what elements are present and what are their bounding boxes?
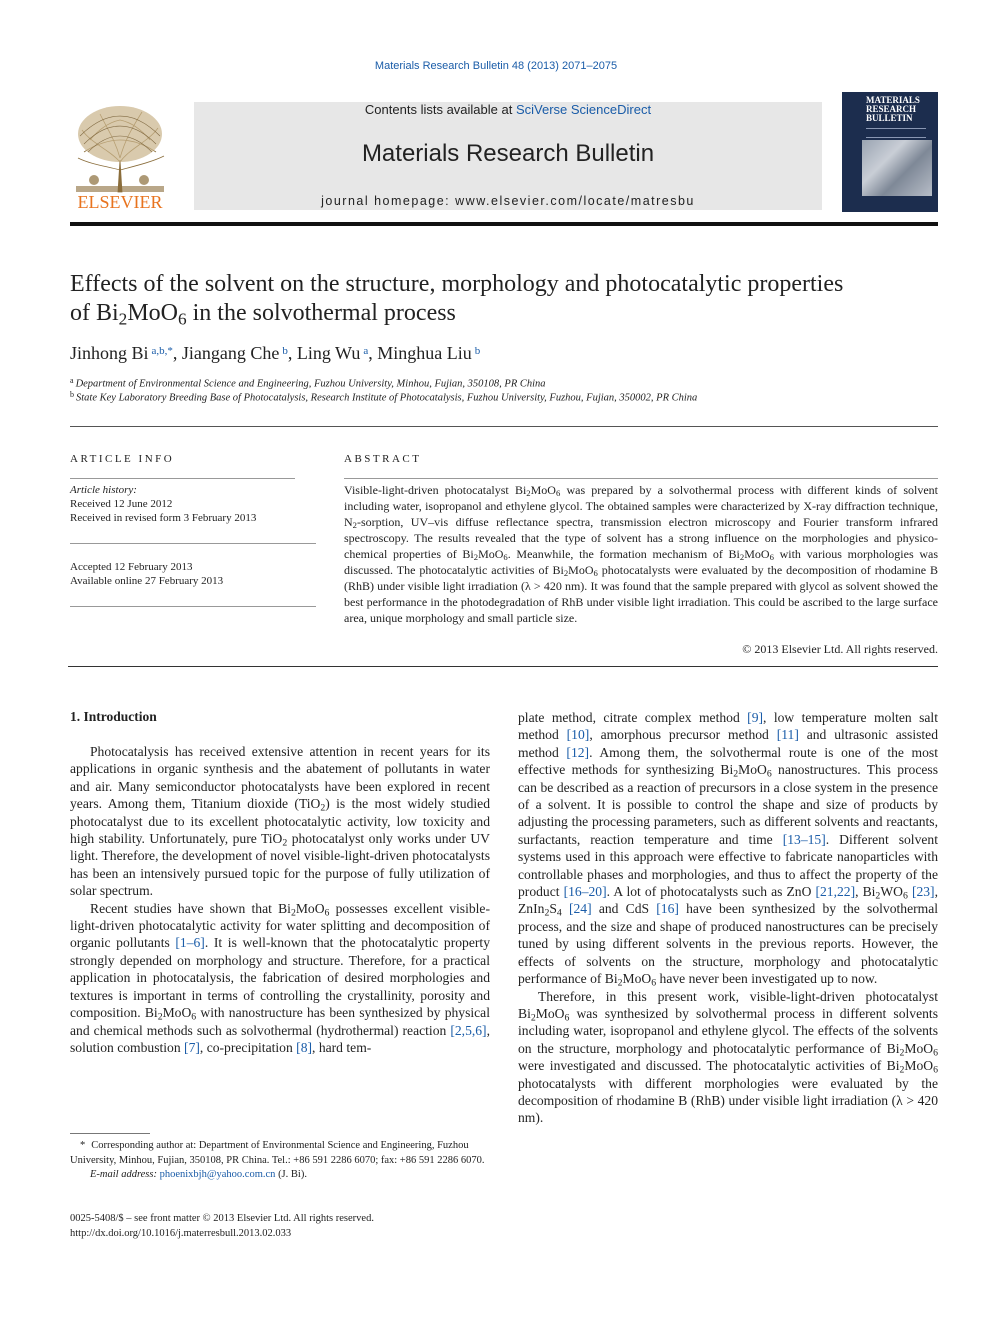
footnote: [70, 1139, 490, 1183]
author-mark[interactable]: b: [282, 345, 288, 358]
affiliation-a: $^a$ Department of Environmental Science and Engineering, Fuzhou University, Minhou, Fujian, 350108, PR China: [70, 376, 546, 390]
accepted-date: Accepted 12 February 2013: [70, 561, 193, 573]
author-mark[interactable]: a: [363, 345, 369, 358]
citation-link[interactable]: [24]: [568, 901, 592, 917]
journal-homepage: [194, 194, 822, 208]
citation-link[interactable]: [12]: [566, 744, 590, 760]
sciencedirect-link[interactable]: SciVerse ScienceDirect: [515, 102, 652, 117]
paragraph: Therefore, in this present work, visible-light-driven photocatalyst $Bi_2MoO_6$ was synthesized by solvothermal process in different solvents including water, isopropanol and ethylene glycol. The effects of the solvents on the structure, morphology and photocatalytic performance of $Bi_2MoO_6$ were investigated and discussed. The photocatalytic activities of $Bi_2MoO_6$ photocatalysts with different morphologies were evaluated by the decomposition of rhodamine B (RhB) under visible light irradiation (λ > 420 nm).: [518, 988, 938, 1126]
email-note: E-mail address: phoenixbjh@yahoo.com.cn (J. Bi).: [90, 1169, 307, 1180]
cover-title: [866, 96, 920, 123]
citation-link[interactable]: [9]: [747, 710, 764, 725]
elsevier-wordmark: ELSEVIER: [77, 192, 163, 212]
revised-date: Received in revised form 3 February 2013: [70, 512, 257, 524]
info-rule: [70, 606, 316, 607]
author-name[interactable]: Minghua Liu: [377, 343, 472, 363]
history-label: Article history:: [70, 484, 137, 496]
article-title: [70, 270, 940, 328]
contents-line: [194, 102, 822, 117]
citation-link[interactable]: [21,22]: [815, 884, 856, 900]
cover-image: [862, 140, 932, 196]
author-name[interactable]: Ling Wu: [296, 343, 361, 363]
section-heading: 1. Introduction: [70, 709, 157, 724]
citation-link[interactable]: [23]: [911, 884, 935, 900]
homepage-url[interactable]: www.elsevier.com/locate/matresbu: [455, 194, 695, 208]
corresponding-note: * Corresponding author at: Department of Environmental Science and Engineering, Fuzhou University, Minhou, Fujian, 350108, PR China. Tel.: +86 591 2286 6070; fax: +86 591 2286 6070.: [70, 1140, 485, 1166]
abstract-copyright: © 2013 Elsevier Ltd. All rights reserved.: [742, 642, 938, 656]
cover-title-line: RESEARCH: [866, 104, 917, 114]
journal-citation[interactable]: Materials Research Bulletin 48 (2013) 2071–2075: [374, 60, 618, 72]
citation-link[interactable]: [10]: [566, 727, 590, 743]
citation-link[interactable]: [11]: [776, 727, 799, 743]
info-rule: [70, 543, 316, 544]
citation-link[interactable]: [2,5,6]: [450, 1022, 487, 1038]
footnote-rule: [70, 1133, 150, 1134]
received-date: Received 12 June 2012: [70, 498, 173, 510]
title-line-2: of $Bi_2MoO_6$ in the solvothermal process: [70, 300, 456, 329]
cover-title-line: MATERIALS: [866, 95, 920, 105]
body-column-left: [70, 743, 490, 1056]
article-info-heading: ARTICLE INFO: [70, 453, 175, 465]
contents-prefix: Contents lists available at: [364, 102, 516, 117]
paragraph: plate method, citrate complex method [9], low temperature molten salt method [10], amorphous precursor method [11] and ultrasonic assisted method [12]. Among them, the solvothermal route is one of the most effective methods for synthesizing $Bi_2MoO_6$ nanostructures. This process can be described as a reaction of precursors in a close system in the presence of a solvent. It is possible to control the shape and size of products by adjusting the processing parameters, such as different solvents and reactants, surfactants, reaction temperature and time [13–15]. Different solvent systems used in this approach were effective to fabricate nanoparticles with controllable phases and morphologies, and thus to affect the property of the product [16–20]. A lot of photocatalysts such as ZnO [21,22], $Bi_2WO_6$ [23], $ZnIn_2S_4$ [24] and CdS [16] have been synthesized by the solvothermal process, and the size and shape of produced nanostructures can be precisely tuned by using different solvents in the previous reports. However, the effects of solvents on the structure, morphology and photocatalytic performance of $Bi_2MoO_6$ have never been investigated up to now.: [518, 710, 939, 989]
header-rule: [70, 222, 938, 226]
journal-title[interactable]: Materials Research Bulletin: [361, 140, 655, 167]
abstract-text: Visible-light-driven photocatalyst $Bi_2MoO_6$ was prepared by a solvothermal process with different kinds of solvent including water, isopropanol and ethylene glycol. The obtained samples were characterized by X-ray diffraction technique, $N_2$-sorption, UV–vis diffuse reflectance spectra, transmission electron microscopy and Fourier transform infrared spectroscopy. The results revealed that the type of solvent has a strong influence on the morphologies and physico-chemical properties of $Bi_2MoO_6$. Meanwhile, the formation mechanism of $Bi_2MoO_6$ with various morphologies was discussed. The photocatalytic activities of $Bi_2MoO_6$ photocatalysts were evaluated by the decomposition of rhodamine B (RhB) under visible light irradiation (λ > 420 nm). It was found that the sample prepared with glycol as solvent showed the best performance in the photodegradation of RhB under visible light irradiation. This could be ascribed to the large surface area, unique morphology and small particle size.: [344, 483, 939, 625]
affiliation-b: $^b$ State Key Laboratory Breeding Base of Photocatalysis, Research Institute of Photocatalysis, Fuzhou University, Fuzhou, Fujian, 350002, PR China: [70, 390, 698, 404]
abstract-heading: ABSTRACT: [344, 453, 422, 465]
author-list: Jinhong Bi $^{a,b,*}$, Jiangang Che $^b$, Ling Wu $^a$, Minghua Liu $^b$: [70, 343, 481, 363]
citation-link[interactable]: [16–20]: [563, 884, 607, 900]
journal-banner: [194, 102, 822, 210]
doi-link[interactable]: http://dx.doi.org/10.1016/j.materresbull.2013.02.033: [70, 1228, 292, 1239]
cover-title-line: BULLETIN: [866, 113, 913, 123]
citation-link[interactable]: [8]: [296, 1039, 313, 1055]
elsevier-logo: [70, 100, 170, 212]
citation-link[interactable]: [13–15]: [782, 831, 826, 847]
author-name[interactable]: Jinhong Bi: [70, 343, 149, 363]
abstract-rule: [344, 478, 938, 479]
paragraph: Recent studies have shown that $Bi_2MoO_6$ possesses excellent visible-light-driven photocatalytic activity for water splitting and decomposition of organic pollutants [1–6]. It is well-known that the photocatalytic property strongly depended on morphology and structure. Therefore, for a practical application in photocatalysis, the fabrication of desired morphologies and textures is important in terms of controlling the crystallinity, porosity and composition. $Bi_2MoO_6$ with nanostructure has been synthesized by physical and chemical methods such as solvothermal (hydrothermal) reaction [2,5,6], solution combustion [7], co-precipitation [8], hard tem-: [70, 900, 490, 1055]
journal-cover[interactable]: [842, 92, 938, 212]
email-link[interactable]: phoenixbjh@yahoo.com.cn: [159, 1169, 276, 1180]
citation-link[interactable]: [7]: [184, 1039, 200, 1055]
homepage-prefix: journal homepage:: [321, 194, 456, 208]
author-mark[interactable]: a,b,*: [151, 345, 173, 358]
cover-rule: [866, 128, 926, 138]
abstract-end-rule: [68, 666, 938, 667]
author-mark[interactable]: b: [474, 345, 481, 358]
title-line-1: Effects of the solvent on the structure, morphology and photocatalytic properties: [70, 271, 844, 297]
online-date: Available online 27 February 2013: [70, 575, 224, 587]
body-column-right: [518, 709, 938, 1127]
author-name[interactable]: Jiangang Che: [181, 343, 280, 363]
info-rule: [70, 478, 295, 479]
citation-link[interactable]: [16]: [656, 901, 679, 917]
issn-line: 0025-5408/$ – see front matter © 2013 Elsevier Ltd. All rights reserved.: [70, 1213, 374, 1224]
title-rule: [70, 426, 938, 427]
citation-link[interactable]: [1–6]: [175, 935, 205, 951]
paragraph: Photocatalysis has received extensive attention in recent years for its applications in organic synthesis and the abatement of pollutants in water and air. Many semiconductor photocatalysts have been explored in recent years. Among them, Titanium dioxide (TiO$_2$) is the most widely studied photocatalyst due to its excellent photocatalytic activity, low toxicity and high stability. Unfortunately, pure TiO$_2$ photocatalyst only works under UV light. Therefore, the development of novel visible-light-driven photocatalysts has been an intensively pursued topic for the purpose of fully utilization of solar spectrum.: [70, 744, 490, 899]
